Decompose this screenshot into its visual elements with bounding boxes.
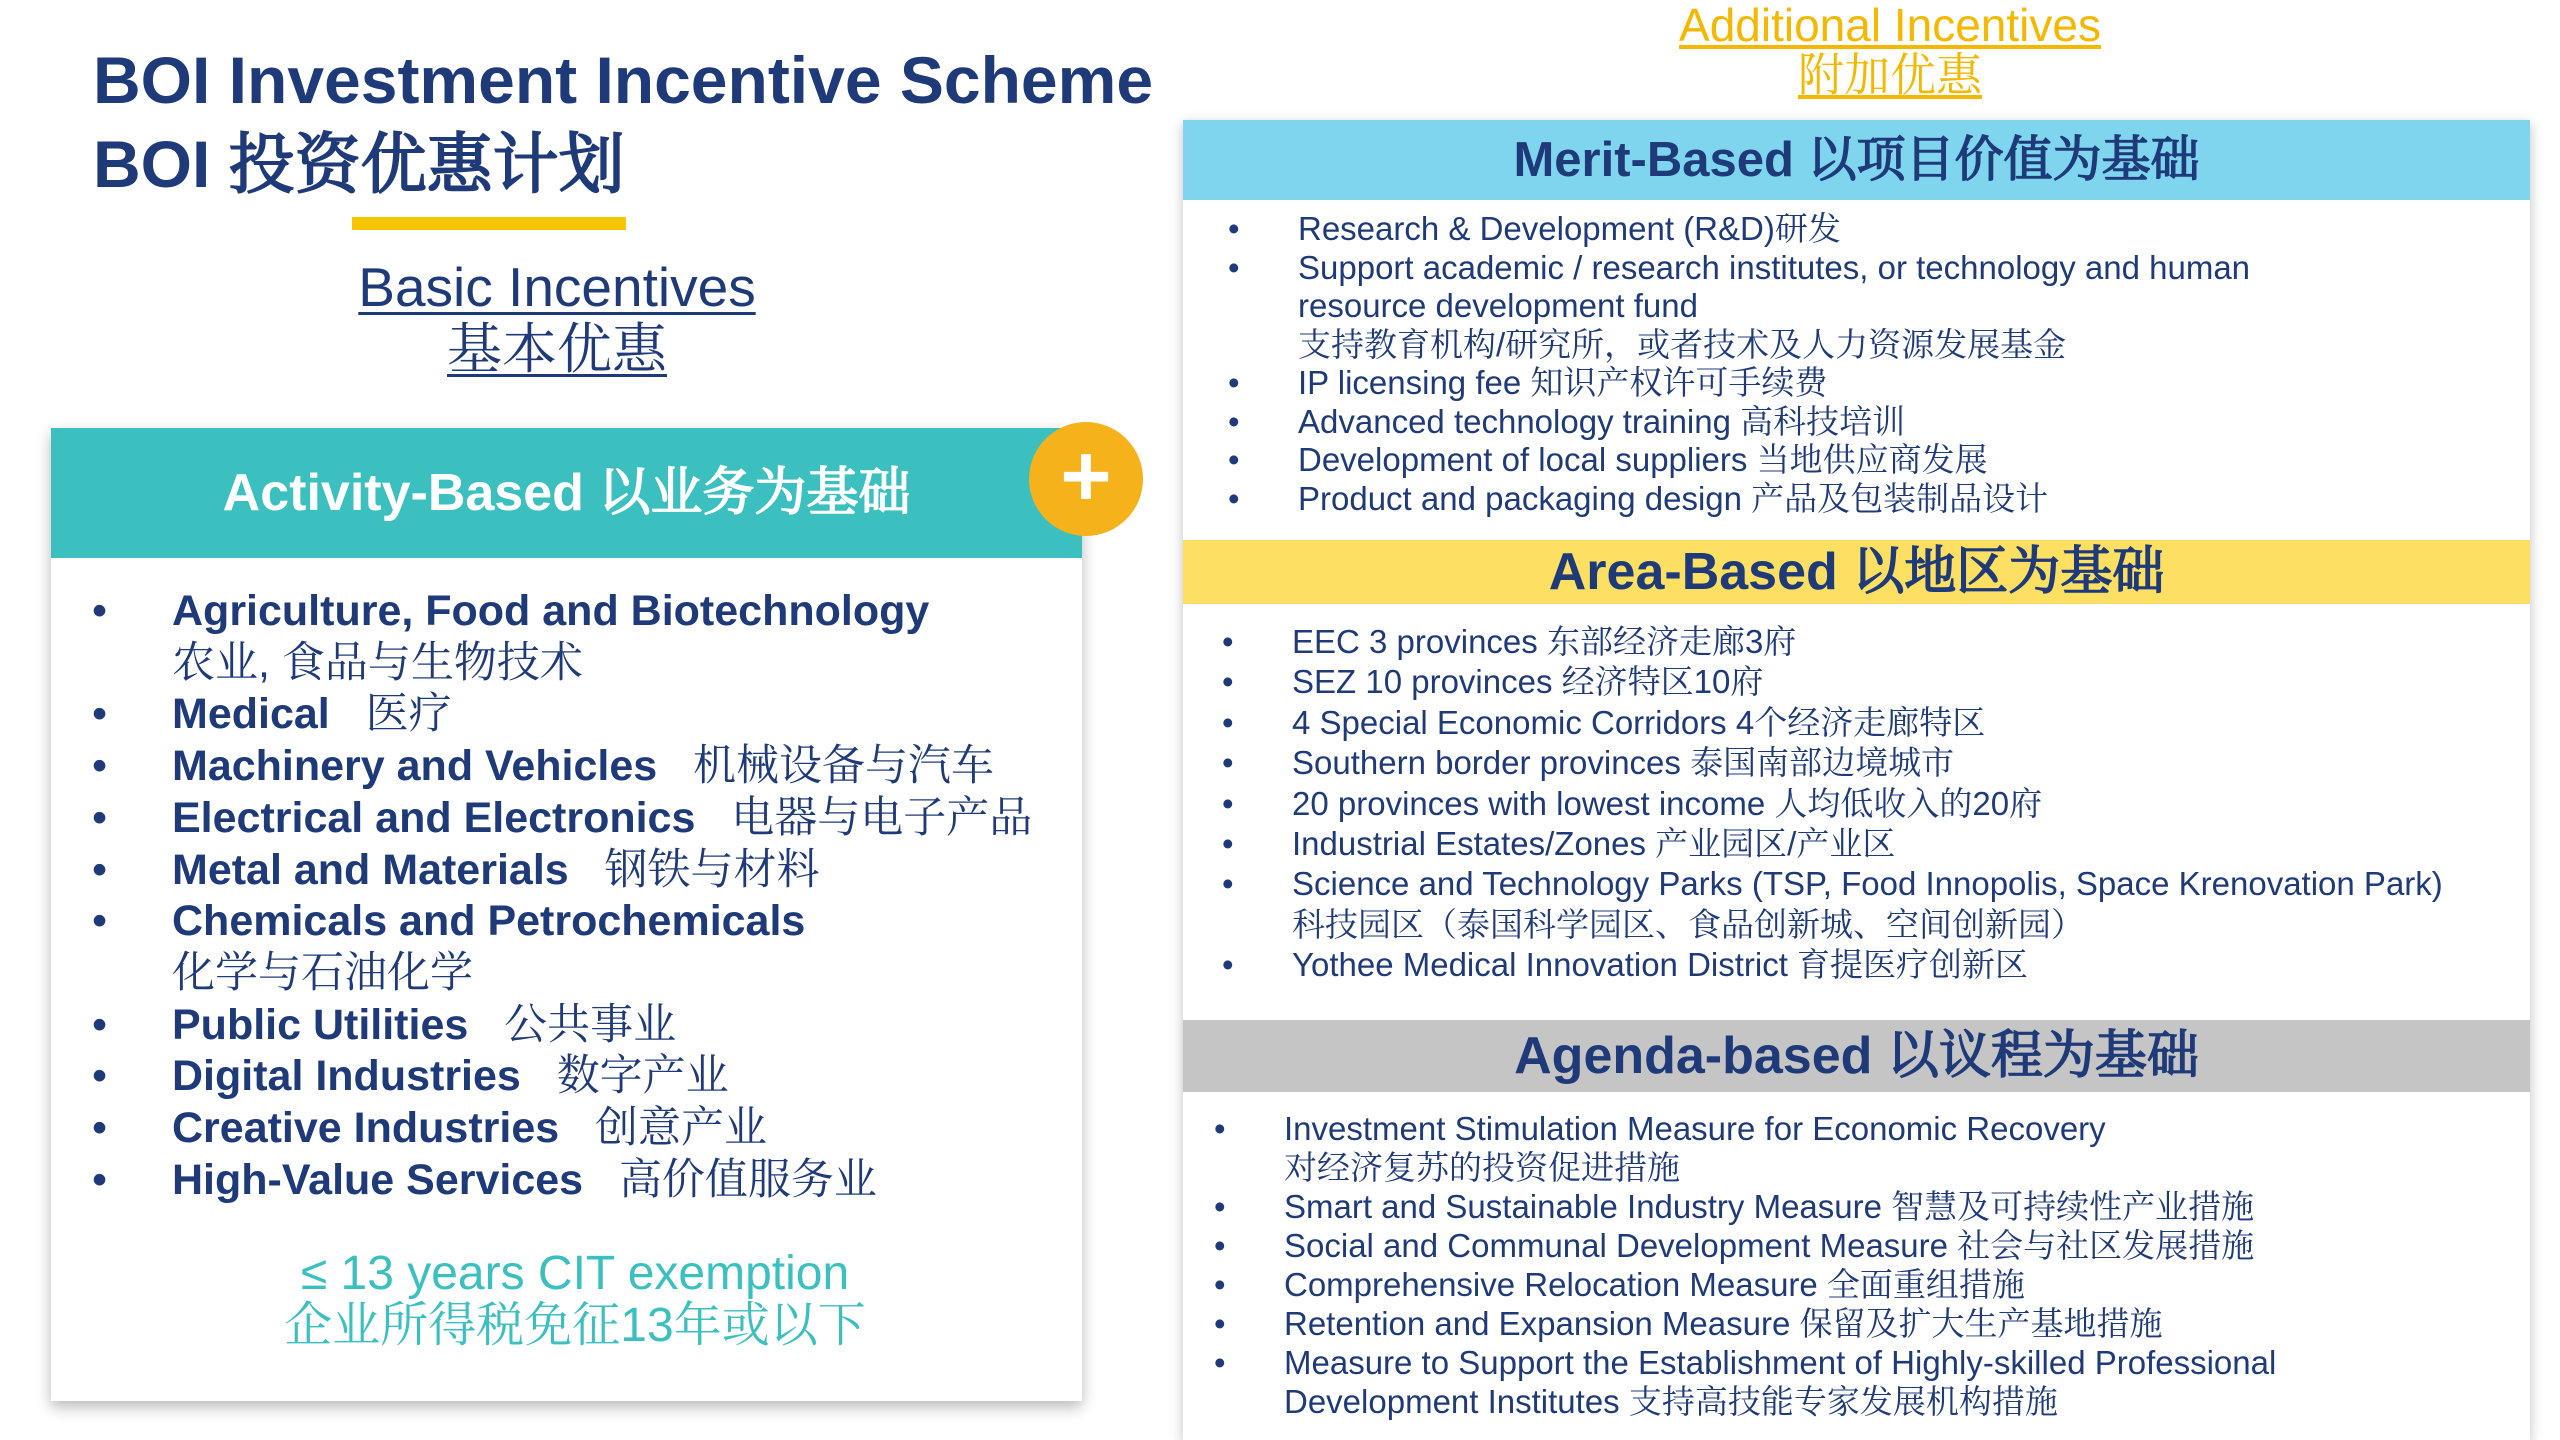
basic-incentives-zh: 基本优惠 xyxy=(446,318,667,380)
activity-item xyxy=(92,1155,1082,1207)
agenda-based-header: Agenda-based 以议程为基础 xyxy=(1183,1020,2530,1092)
bullet: • xyxy=(92,742,108,791)
plus-icon: + xyxy=(1029,422,1143,536)
list-item-line: Industrial Estates/Zones 产业园区/产业区 xyxy=(1292,825,1896,863)
activity-item-zh: 医疗 xyxy=(365,690,452,739)
additional-incentives-heading xyxy=(1540,0,2240,100)
additional-incentives-zh: 附加优惠 xyxy=(1798,49,1982,101)
activity-item-zh: 公共事业 xyxy=(504,1000,677,1049)
bullet: • xyxy=(92,1155,108,1204)
list-item xyxy=(1222,622,2443,662)
basic-incentives-heading xyxy=(330,256,784,380)
activity-item-en: Public Utilities xyxy=(172,1000,469,1049)
area-list xyxy=(1222,622,2443,986)
list-item xyxy=(1228,364,2250,403)
merit-based-header: Merit-Based 以项目价值为基础 xyxy=(1183,120,2530,200)
bullet: • xyxy=(1214,1266,1226,1303)
bullet: • xyxy=(1228,364,1240,401)
merit-list xyxy=(1228,210,2251,518)
page-title xyxy=(93,38,1153,206)
list-item xyxy=(1228,248,2251,365)
list-item-line: Product and packaging design 产品及包装制品设计 xyxy=(1298,479,2049,517)
activity-list xyxy=(92,586,1082,1206)
list-item xyxy=(1214,1226,2276,1265)
bullet: • xyxy=(92,897,108,946)
list-item-line: Retention and Expansion Measure 保留及扩大生产基地措施 xyxy=(1284,1305,2163,1342)
list-item-line: Development of local suppliers 当地供应商发展 xyxy=(1298,441,1988,478)
activity-item-zh: 电器与电子产品 xyxy=(731,793,1033,842)
activity-item xyxy=(92,1103,1082,1155)
bullet: • xyxy=(1222,946,1234,984)
list-item xyxy=(1228,479,2250,519)
list-item-line: Measure to Support the Establishment of Highly-skilled Professional xyxy=(1284,1344,2277,1381)
activity-item-zh: 机械设备与汽车 xyxy=(693,742,995,791)
list-item-line: 支持教育机构/研究所，或者技术及人力资源发展基金 xyxy=(1298,325,2067,363)
activity-item xyxy=(92,793,1082,845)
list-item-line: Southern border provinces 泰国南部边境城市 xyxy=(1292,744,1955,782)
list-item-line: Development Institutes 支持高技能专家发展机构措施 xyxy=(1284,1383,2058,1420)
bullet: • xyxy=(92,1000,108,1049)
activity-item-zh: 高价值服务业 xyxy=(618,1155,877,1204)
list-item-line: Comprehensive Relocation Measure 全面重组措施 xyxy=(1284,1266,2025,1303)
activity-item-en: Electrical and Electronics xyxy=(172,793,696,842)
bullet: • xyxy=(92,845,108,894)
activity-item xyxy=(92,741,1082,793)
activity-item xyxy=(92,586,1082,689)
bullet: • xyxy=(92,1052,108,1101)
bullet: • xyxy=(1222,623,1234,660)
bullet: • xyxy=(1214,1305,1226,1342)
list-item-line: Research & Development (R&D)研发 xyxy=(1298,210,1841,247)
list-item-line: Yothee Medical Innovation District 育提医疗创新区 xyxy=(1292,946,2029,984)
bullet: • xyxy=(92,690,108,739)
activity-item-en: High-Value Services xyxy=(172,1155,584,1204)
activity-item-en: Medical xyxy=(172,690,330,739)
activity-based-header: Activity-Based 以业务为基础 xyxy=(51,428,1082,558)
list-item xyxy=(1214,1304,2276,1343)
bullet: • xyxy=(1222,663,1234,701)
list-item xyxy=(1222,864,2443,945)
bullet: • xyxy=(1228,248,1240,286)
activity-item-en: Metal and Materials xyxy=(172,845,569,894)
bullet: • xyxy=(1222,825,1234,863)
activity-item xyxy=(92,1000,1082,1052)
title-accent-bar xyxy=(352,217,626,230)
list-item-line: 4 Special Economic Corridors 4个经济走廊特区 xyxy=(1292,703,1986,741)
list-item-line: 对经济复苏的投资促进措施 xyxy=(1284,1149,1680,1186)
list-item-line: resource development fund xyxy=(1298,287,1698,324)
list-item-line: Support academic / research institutes, or technology and human xyxy=(1298,248,2251,286)
list-item-line: EEC 3 provinces 东部经济走廊3府 xyxy=(1292,623,1797,660)
bullet: • xyxy=(1222,744,1234,782)
list-item xyxy=(1228,210,2250,249)
list-item xyxy=(1222,662,2443,702)
list-item-line: Social and Communal Development Measure 社会与社区发展措施 xyxy=(1284,1227,2255,1264)
list-item xyxy=(1222,743,2443,783)
activity-item-en: Agriculture, Food and Biotechnology xyxy=(172,587,930,635)
cit-exemption-zh: 企业所得税免征13年或以下 xyxy=(284,1299,866,1352)
list-item-line: Advanced technology training 高科技培训 xyxy=(1298,402,1906,440)
activity-item xyxy=(92,845,1082,897)
activity-item-zh: 创意产业 xyxy=(595,1104,767,1153)
basic-incentives-en: Basic Incentives xyxy=(358,256,756,318)
activity-item-en: Digital Industries xyxy=(172,1052,521,1101)
bullet: • xyxy=(1228,210,1240,247)
list-item xyxy=(1228,402,2250,442)
bullet: • xyxy=(1214,1188,1226,1225)
bullet: • xyxy=(1222,703,1234,741)
bullet: • xyxy=(1214,1110,1226,1147)
bullet: • xyxy=(92,793,108,842)
activity-item-zh: 农业, 食品与生物技术 xyxy=(172,638,583,687)
activity-item-en: Chemicals and Petrochemicals xyxy=(172,897,806,946)
activity-item xyxy=(92,689,1082,741)
bullet: • xyxy=(1222,784,1234,822)
list-item xyxy=(1214,1187,2276,1226)
list-item xyxy=(1214,1343,2277,1421)
cit-exemption-note xyxy=(180,1248,970,1352)
bullet: • xyxy=(92,1104,108,1153)
activity-item-zh: 化学与石油化学 xyxy=(172,948,473,997)
additional-incentives-en: Additional Incentives xyxy=(1679,0,2101,51)
list-item xyxy=(1222,824,2443,864)
activity-item-en: Creative Industries xyxy=(172,1104,560,1153)
area-based-header: Area-Based 以地区为基础 xyxy=(1183,540,2530,604)
bullet: • xyxy=(1228,479,1240,517)
list-item xyxy=(1214,1109,2276,1187)
activity-item xyxy=(92,1051,1082,1103)
agenda-list xyxy=(1214,1109,2277,1421)
bullet: • xyxy=(1222,865,1234,903)
activity-item xyxy=(92,896,1082,999)
activity-item-zh: 钢铁与材料 xyxy=(604,845,820,894)
bullet: • xyxy=(1214,1344,1226,1381)
list-item xyxy=(1222,784,2443,824)
list-item xyxy=(1214,1265,2276,1304)
list-item xyxy=(1228,441,2250,480)
cit-exemption-en: ≤ 13 years CIT exemption xyxy=(300,1247,850,1300)
bullet: • xyxy=(1228,402,1240,440)
activity-item-zh: 数字产业 xyxy=(556,1052,729,1101)
list-item-line: IP licensing fee 知识产权许可手续费 xyxy=(1298,364,1828,401)
list-item-line: SEZ 10 provinces 经济特区10府 xyxy=(1292,663,1764,701)
activity-item-en: Machinery and Vehicles xyxy=(172,742,658,791)
list-item xyxy=(1222,945,2443,985)
list-item xyxy=(1222,703,2443,743)
list-item-line: 20 provinces with lowest income 人均低收入的20府 xyxy=(1292,784,2043,822)
bullet: • xyxy=(1214,1227,1226,1264)
title-line-zh: BOI 投资优惠计划 xyxy=(93,127,625,201)
bullet: • xyxy=(92,587,108,635)
list-item-line: 科技园区（泰国科学园区、食品创新城、空间创新园） xyxy=(1292,905,2084,943)
list-item-line: Investment Stimulation Measure for Economic Recovery xyxy=(1284,1110,2106,1147)
title-line-en: BOI Investment Incentive Scheme xyxy=(93,43,1154,117)
list-item-line: Smart and Sustainable Industry Measure 智慧及可持续性产业措施 xyxy=(1284,1188,2255,1225)
list-item-line: Science and Technology Parks (TSP, Food Innopolis, Space Krenovation Park) xyxy=(1292,865,2443,903)
bullet: • xyxy=(1228,441,1240,478)
